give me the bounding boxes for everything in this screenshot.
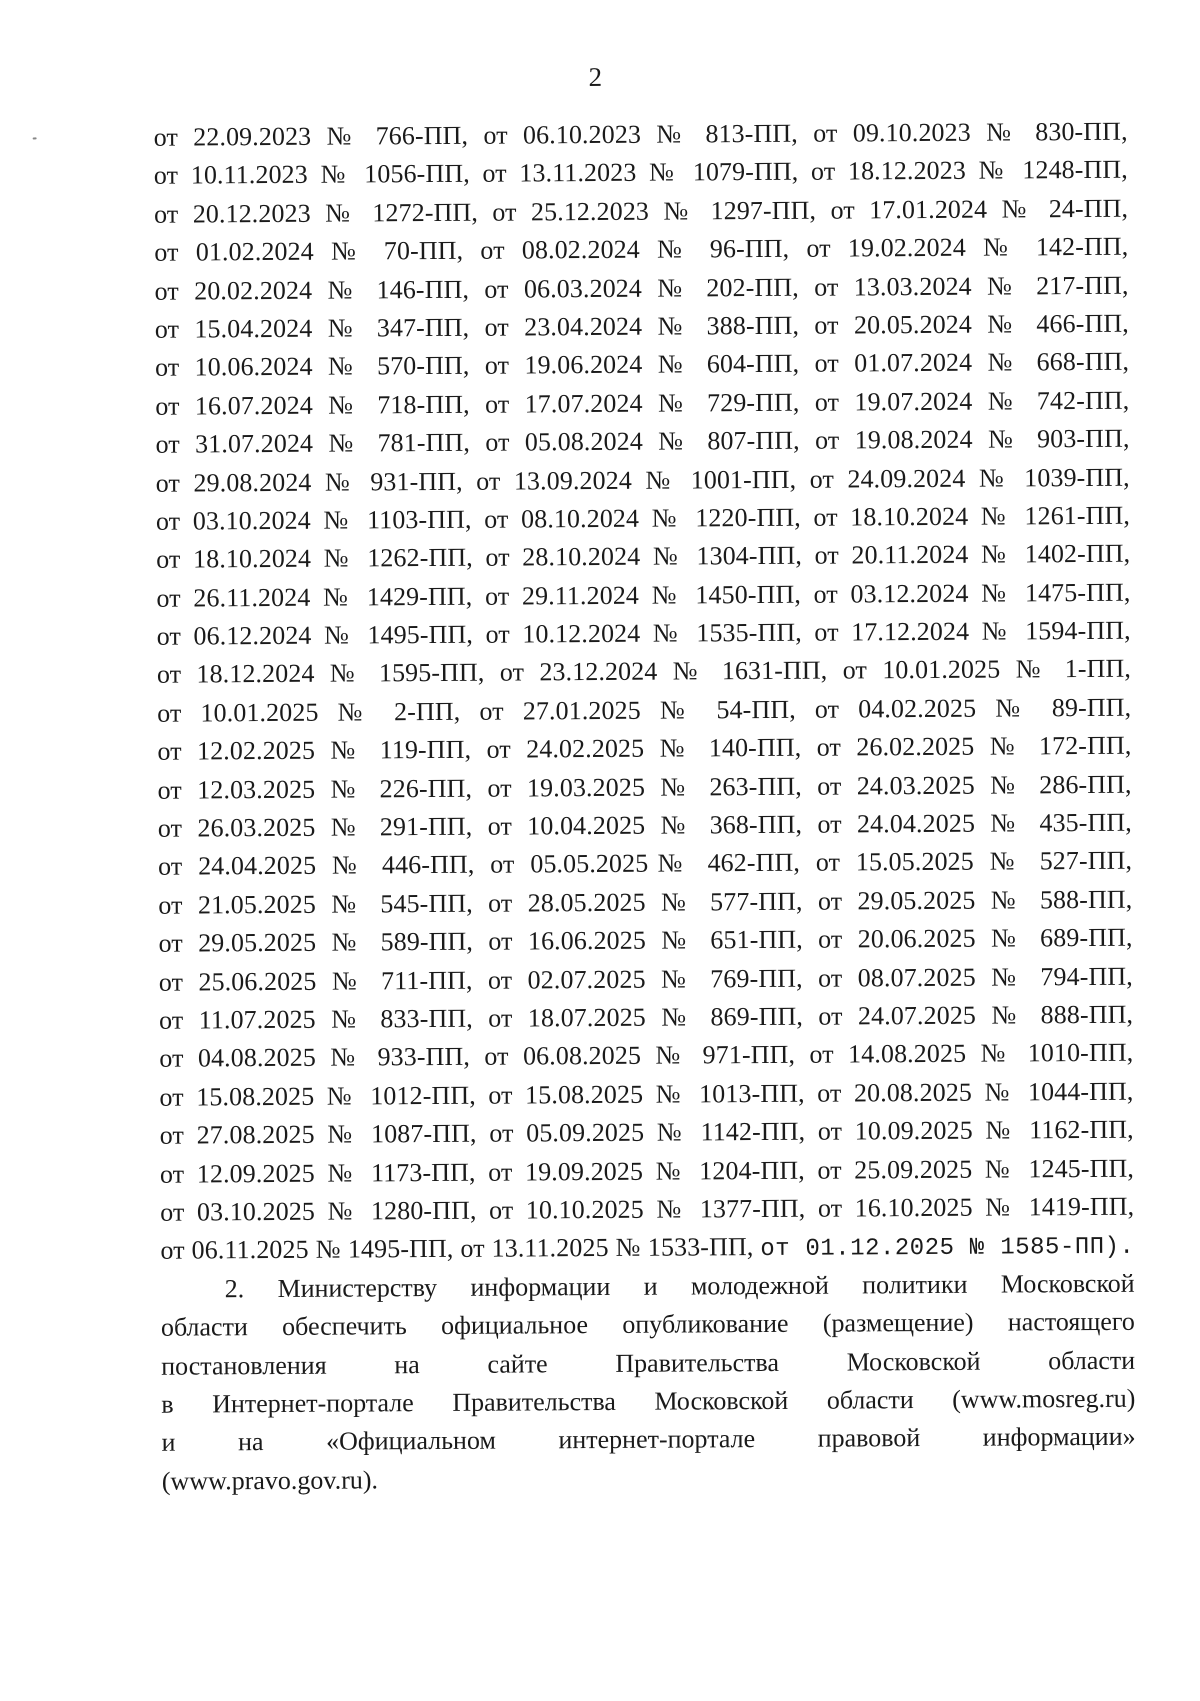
decree-line: от 26.11.2024 № 1429-ПП, от 29.11.2024 № 1450-ПП, от 03.12.2024 № 1475-ПП, xyxy=(156,577,1131,613)
paragraph-line: постановления на сайте Правительства Московской области xyxy=(161,1345,1136,1381)
decree-line: от 06.12.2024 № 1495-ПП, от 10.12.2024 № 1535-ПП, от 17.12.2024 № 1594-ПП, xyxy=(156,615,1131,651)
decree-line: от 18.12.2024 № 1595-ПП, от 23.12.2024 № 1631-ПП, от 10.01.2025 № 1-ПП, xyxy=(156,654,1131,690)
decree-line: от 25.06.2025 № 711-ПП, от 02.07.2025 № 769-ПП, от 08.07.2025 № 794-ПП, xyxy=(158,961,1133,997)
page-number: 2 xyxy=(588,61,603,93)
decree-line: от 12.02.2025 № 119-ПП, от 24.02.2025 № 140-ПП, от 26.02.2025 № 172-ПП, xyxy=(157,731,1132,766)
paragraph-line: и на «Официальном интернет-портале правовой информации» xyxy=(161,1422,1136,1457)
paragraph-line: области обеспечить официальное опубликование (размещение) настоящего xyxy=(160,1306,1135,1342)
decree-line: от 10.01.2025 № 2-ПП, от 27.01.2025 № 54-ПП, от 04.02.2025 № 89-ПП, xyxy=(157,692,1132,728)
scan-speck xyxy=(33,137,37,139)
decree-line: от 21.05.2025 № 545-ПП, от 28.05.2025 № 577-ПП, от 29.05.2025 № 588-ПП, xyxy=(158,884,1133,920)
decree-line-last-typed: от 01.12.2025 № 1585-ПП). xyxy=(760,1234,1135,1264)
decree-line: от 01.02.2024 № 70-ПП, от 08.02.2024 № 96-ПП, от 19.02.2024 № 142-ПП, xyxy=(154,231,1129,267)
decree-line-last-printed: от 06.11.2025 № 1495-ПП, от 13.11.2025 № 1533-ПП, xyxy=(160,1232,761,1266)
decree-line: от 18.10.2024 № 1262-ПП, от 28.10.2024 № 1304-ПП, от 20.11.2024 № 1402-ПП, xyxy=(156,539,1131,575)
decree-line: от 27.08.2025 № 1087-ПП, от 05.09.2025 № 1142-ПП, от 10.09.2025 № 1162-ПП, xyxy=(159,1114,1134,1150)
paragraph-line: 2. Министерству информации и молодежной политики Московской xyxy=(224,1268,1135,1304)
decree-line: от 29.08.2024 № 931-ПП, от 13.09.2024 № 1001-ПП, от 24.09.2024 № 1039-ПП, xyxy=(155,462,1130,498)
decree-line: от 04.08.2025 № 933-ПП, от 06.08.2025 № 971-ПП, от 14.08.2025 № 1010-ПП, xyxy=(159,1038,1134,1074)
paragraph-line: (www.pravo.gov.ru). xyxy=(161,1465,379,1496)
decree-line: от 11.07.2025 № 833-ПП, от 18.07.2025 № 869-ПП, от 24.07.2025 № 888-ПП, xyxy=(158,999,1134,1035)
decree-line: от 10.11.2023 № 1056-ПП, от 13.11.2023 № 1079-ПП, от 18.12.2023 № 1248-ПП, xyxy=(153,155,1128,191)
decree-line: от 03.10.2024 № 1103-ПП, от 08.10.2024 № 1220-ПП, от 18.10.2024 № 1261-ПП, xyxy=(155,500,1131,536)
decree-line: от 12.03.2025 № 226-ПП, от 19.03.2025 № 263-ПП, от 24.03.2025 № 286-ПП, xyxy=(157,769,1132,805)
decree-line: от 10.06.2024 № 570-ПП, от 19.06.2024 № 604-ПП, от 01.07.2024 № 668-ПП, xyxy=(154,347,1130,383)
decree-line: от 22.09.2023 № 766-ПП, от 06.10.2023 № 813-ПП, от 09.10.2023 № 830-ПП, xyxy=(153,116,1128,152)
decree-list xyxy=(154,113,1135,1232)
decree-line: от 26.03.2025 № 291-ПП, от 10.04.2025 № 368-ПП, от 24.04.2025 № 435-ПП, xyxy=(157,807,1132,843)
decree-line: от 31.07.2024 № 781-ПП, от 05.08.2024 № 807-ПП, от 19.08.2024 № 903-ПП, xyxy=(155,423,1130,459)
decree-line: от 15.08.2025 № 1012-ПП, от 15.08.2025 № 1013-ПП, от 20.08.2025 № 1044-ПП, xyxy=(159,1076,1134,1112)
decree-line: от 12.09.2025 № 1173-ПП, от 19.09.2025 № 1204-ПП, от 25.09.2025 № 1245-ПП, xyxy=(159,1153,1135,1189)
decree-line: от 15.04.2024 № 347-ПП, от 23.04.2024 № 388-ПП, от 20.05.2024 № 466-ПП, xyxy=(154,308,1129,344)
decree-line: от 24.04.2025 № 446-ПП, от 05.05.2025№ 462-ПП, от 15.05.2025 № 527-ПП, xyxy=(158,846,1133,882)
decree-line: от 03.10.2025 № 1280-ПП, от 10.10.2025 № 1377-ПП, от 16.10.2025 № 1419-ПП, xyxy=(160,1191,1135,1227)
decree-line: от 16.07.2024 № 718-ПП, от 17.07.2024 № 729-ПП, от 19.07.2024 № 742-ПП, xyxy=(155,385,1130,421)
paragraph-line: в Интернет-портале Правительства Московской области (www.mosreg.ru) xyxy=(161,1383,1136,1419)
paragraph-2 xyxy=(161,1264,1136,1500)
decree-line: от 20.02.2024 № 146-ПП, от 06.03.2024 № 202-ПП, от 13.03.2024 № 217-ПП, xyxy=(154,270,1129,306)
decree-line: от 20.12.2023 № 1272-ПП, от 25.12.2023 № 1297-ПП, от 17.01.2024 № 24-ПП, xyxy=(154,193,1129,229)
decree-line: от 29.05.2025 № 589-ПП, от 16.06.2025 № 651-ПП, от 20.06.2025 № 689-ПП, xyxy=(158,922,1133,958)
decree-line-last xyxy=(160,1226,1134,1270)
document-body xyxy=(154,113,1136,1501)
